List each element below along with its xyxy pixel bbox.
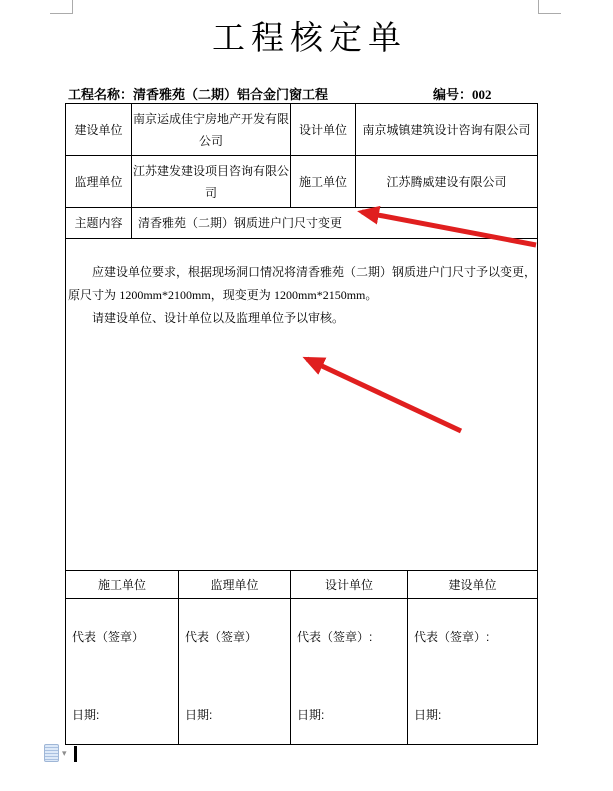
sign-rep-label: 代表（签章） xyxy=(185,630,258,644)
old-size-value: 1200mm*2100mm xyxy=(119,288,211,302)
table-row xyxy=(66,208,538,239)
info-value-cell: 江苏腾威建设有限公司 xyxy=(356,156,538,208)
info-label-cell: 监理单位 xyxy=(66,156,132,208)
sign-date-label: 日期: xyxy=(72,708,100,722)
page-title: 工程核定单 xyxy=(212,21,407,57)
signature-header-row xyxy=(66,571,538,599)
doc-number-value: 002 xyxy=(472,87,492,102)
info-label-cell: 施工单位 xyxy=(291,156,356,208)
paragraph-text: 。 xyxy=(365,288,378,302)
project-name-label: 工程名称： xyxy=(68,87,134,102)
paragraph-change-description xyxy=(68,261,537,307)
signature-body-row xyxy=(66,599,538,745)
signature-table xyxy=(65,570,538,745)
sign-rep-label: 代表（签章）: xyxy=(297,630,373,644)
project-name-line xyxy=(68,84,328,103)
table-row xyxy=(66,104,538,156)
table-row xyxy=(66,156,538,208)
info-value-cell: 南京运成佳宁房地产开发有限公司 xyxy=(132,104,291,156)
paste-options-button[interactable] xyxy=(44,744,67,762)
paragraph-review-request: 请建设单位、设计单位以及监理单位予以审核。 xyxy=(92,311,345,325)
sign-rep-label: 代表（签章） xyxy=(72,630,145,644)
sign-rep-label: 代表（签章）: xyxy=(414,630,490,644)
new-size-value: 1200mm*2150mm xyxy=(274,288,366,302)
info-label-cell: 设计单位 xyxy=(291,104,356,156)
sign-header-cell: 施工单位 xyxy=(66,571,179,599)
sign-date-label: 日期: xyxy=(185,708,213,722)
project-name-value: 清香雅苑（二期）铝合金门窗工程 xyxy=(133,87,329,102)
sign-cell xyxy=(179,599,291,745)
info-label-cell: 建设单位 xyxy=(66,104,132,156)
paragraph-text: ，现变更为 xyxy=(210,288,275,302)
sign-date-label: 日期: xyxy=(297,708,325,722)
sign-header-cell: 建设单位 xyxy=(408,571,538,599)
body-text-cell[interactable] xyxy=(66,239,538,571)
sign-header-cell: 设计单位 xyxy=(291,571,408,599)
sign-cell xyxy=(408,599,538,745)
sign-cell xyxy=(66,599,179,745)
info-table xyxy=(65,103,538,571)
paste-options-icon xyxy=(44,744,59,762)
doc-number-line xyxy=(433,84,492,103)
info-value-cell: 江苏建发建设项目咨询有限公司 xyxy=(132,156,291,208)
sign-date-label: 日期: xyxy=(414,708,442,722)
info-value-cell: 南京城镇建筑设计咨询有限公司 xyxy=(356,104,538,156)
table-row xyxy=(66,239,538,571)
sign-header-cell: 监理单位 xyxy=(179,571,291,599)
text-cursor xyxy=(74,746,77,762)
subject-value-cell: 清香雅苑（二期）钢质进户门尺寸变更 xyxy=(132,208,538,239)
dropdown-caret-icon: ▾ xyxy=(62,747,67,758)
sign-cell xyxy=(291,599,408,745)
doc-number-label: 编号： xyxy=(433,87,473,102)
paragraph-text: 应建设单位要求，根据现场洞口情况将清香雅苑（二期）钢质进户门尺寸予以变更，原尺寸为 xyxy=(68,265,537,302)
subject-label-cell: 主题内容 xyxy=(66,208,132,239)
